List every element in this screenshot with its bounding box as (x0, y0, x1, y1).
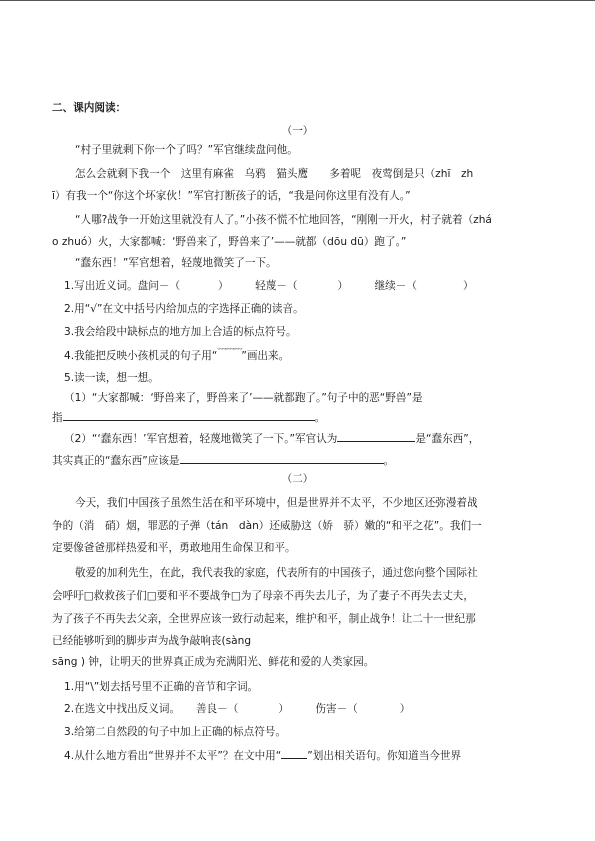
part1-question-5-1: （1）“大家都喊：‘野兽来了，野兽来了’——就都跑了。”句子中的恶“野兽”是 (64, 392, 423, 404)
q1-synonym-panwen: 1.写出近义词。盘问－（ (64, 280, 181, 292)
part2-paragraph-2-line-3: 为了孩子不再失去父亲，全世界应该一致行动起来，维护和平，制止战争！让二十一世纪那 (52, 613, 476, 625)
part1-question-5-2 (64, 431, 479, 446)
part1-question-5-1-answer (52, 410, 325, 425)
q5-2-period: 。 (383, 455, 395, 467)
part1-question-5: 5.读一读，想一想。 (64, 372, 159, 384)
q5-1-period: 。 (314, 412, 326, 424)
part2-question-4 (64, 748, 461, 763)
part2-paragraph-1-line-2: 争的（消 硝）烟，罪恶的子弹（tán dàn）还威胁这（娇 骄）嫩的“和平之花”。我们一 (52, 520, 482, 532)
wavy-underline-mark: ﹋﹋﹋ (217, 349, 242, 359)
underline-mark (281, 748, 307, 759)
part2-paragraph-1-line-3: 定要像爸爸那样热爱和平，勇敢地用生命保卫和平。 (52, 542, 296, 554)
part2-label: （二） (281, 473, 314, 485)
q5-1-prefix: 指 (52, 412, 63, 424)
part1-question-5-2-cont (52, 453, 394, 468)
q4-text-end: ”画出来。 (241, 350, 290, 362)
q4-text: 4.我能把反映小孩机灵的句子用“ (64, 350, 218, 362)
q1-close-paren: ） (462, 280, 474, 292)
q2-close-paren: ） (399, 703, 411, 715)
q1-synonym-qingmie: ） 轻蔑－（ (218, 280, 298, 292)
part2-question-3: 3.给第二自然段的句子中加上正确的标点符号。 (64, 726, 286, 738)
part1-question-4 (64, 347, 289, 363)
q5-2-text-end: 是“蠢东西”， (415, 433, 480, 445)
part2-question-2 (64, 702, 410, 716)
part2-paragraph-2-line-1: 敬爱的加利先生，在此，我代表我的家庭，代表所有的中国孩子，通过您向整个国际社 (75, 567, 478, 579)
part1-paragraph-2-line-1: 怎么会就剩下我一个 这里有麻雀 乌鸦 猫头鹰 多着呢 夜莺倒是只（zhī zh (75, 168, 474, 180)
answer-line[interactable] (337, 431, 415, 442)
part1-label: （一） (281, 125, 314, 137)
part2-paragraph-1-line-1: 今天，我们中国孩子虽然生活在和平环境中，但是世界并不太平，不少地区还弥漫着战 (75, 497, 478, 509)
q4-text: 4.从什么地方看出“世界并不太平”？在文中用“ (64, 750, 282, 762)
part2-paragraph-2-line-2: 会呼吁□救救孩子们□要和平不要战争□为了母亲不再失去儿子，为了妻子不再失去丈夫， (52, 590, 474, 602)
part2-paragraph-2-line-4: 已经能够听到的脚步声为战争敲响丧(sàng (52, 635, 252, 647)
part1-paragraph-2-line-2: ī）有我一个“你这个坏家伙！”军官打断孩子的话，“我是问你这里有没有人。” (52, 190, 411, 202)
q2-antonym-shanghai: ） 伤害－（ (278, 703, 358, 715)
part1-paragraph-1: “村子里就剩下你一个了吗？”军官继续盘问他。 (75, 144, 298, 156)
answer-line[interactable] (180, 453, 384, 464)
q5-2-text: （2）“‘蠢东西！’军官想着，轻蔑地微笑了一下。”军官认为 (64, 433, 338, 445)
part1-question-2: 2.用“√”在文中括号内给加点的字选择正确的读音。 (64, 303, 304, 315)
part1-question-3: 3.我会给段中缺标点的地方加上合适的标点符号。 (64, 326, 297, 338)
part2-question-1: 1.用“\”划去括号里不正确的音节和字词。 (64, 681, 259, 693)
page-top-border (0, 0, 595, 1)
part1-paragraph-3-line-1: “人哪?战争一开始这里就没有人了。”小孩不慌不忙地回答，“刚刚一开火，村子就着（zhá (75, 214, 492, 226)
q2-antonym-shanliang: 2.在选文中找出反义词。 善良－（ (64, 703, 239, 715)
section-title: 二、课内阅读： (52, 102, 127, 114)
q4-text-end: ”划出相关语句。你知道当今世界 (307, 750, 462, 762)
q5-2-cont-text: 其实真正的“蠢东西”应该是 (52, 455, 180, 467)
part2-paragraph-2-line-5: sāng ) 钟，让明天的世界真正成为充满阳光、鲜花和爱的人类家园。 (52, 656, 375, 668)
q1-synonym-jixu: ） 继续－（ (337, 280, 417, 292)
part1-paragraph-3-line-2: o zhuó）火，大家都喊：‘野兽来了，野兽来了’——就都（dōu dū）跑了。” (52, 236, 407, 248)
part1-paragraph-4: “蠢东西！”军官想着，轻蔑地微笑了一下。 (75, 257, 277, 269)
part1-question-1 (64, 279, 474, 293)
answer-line[interactable] (63, 410, 315, 421)
